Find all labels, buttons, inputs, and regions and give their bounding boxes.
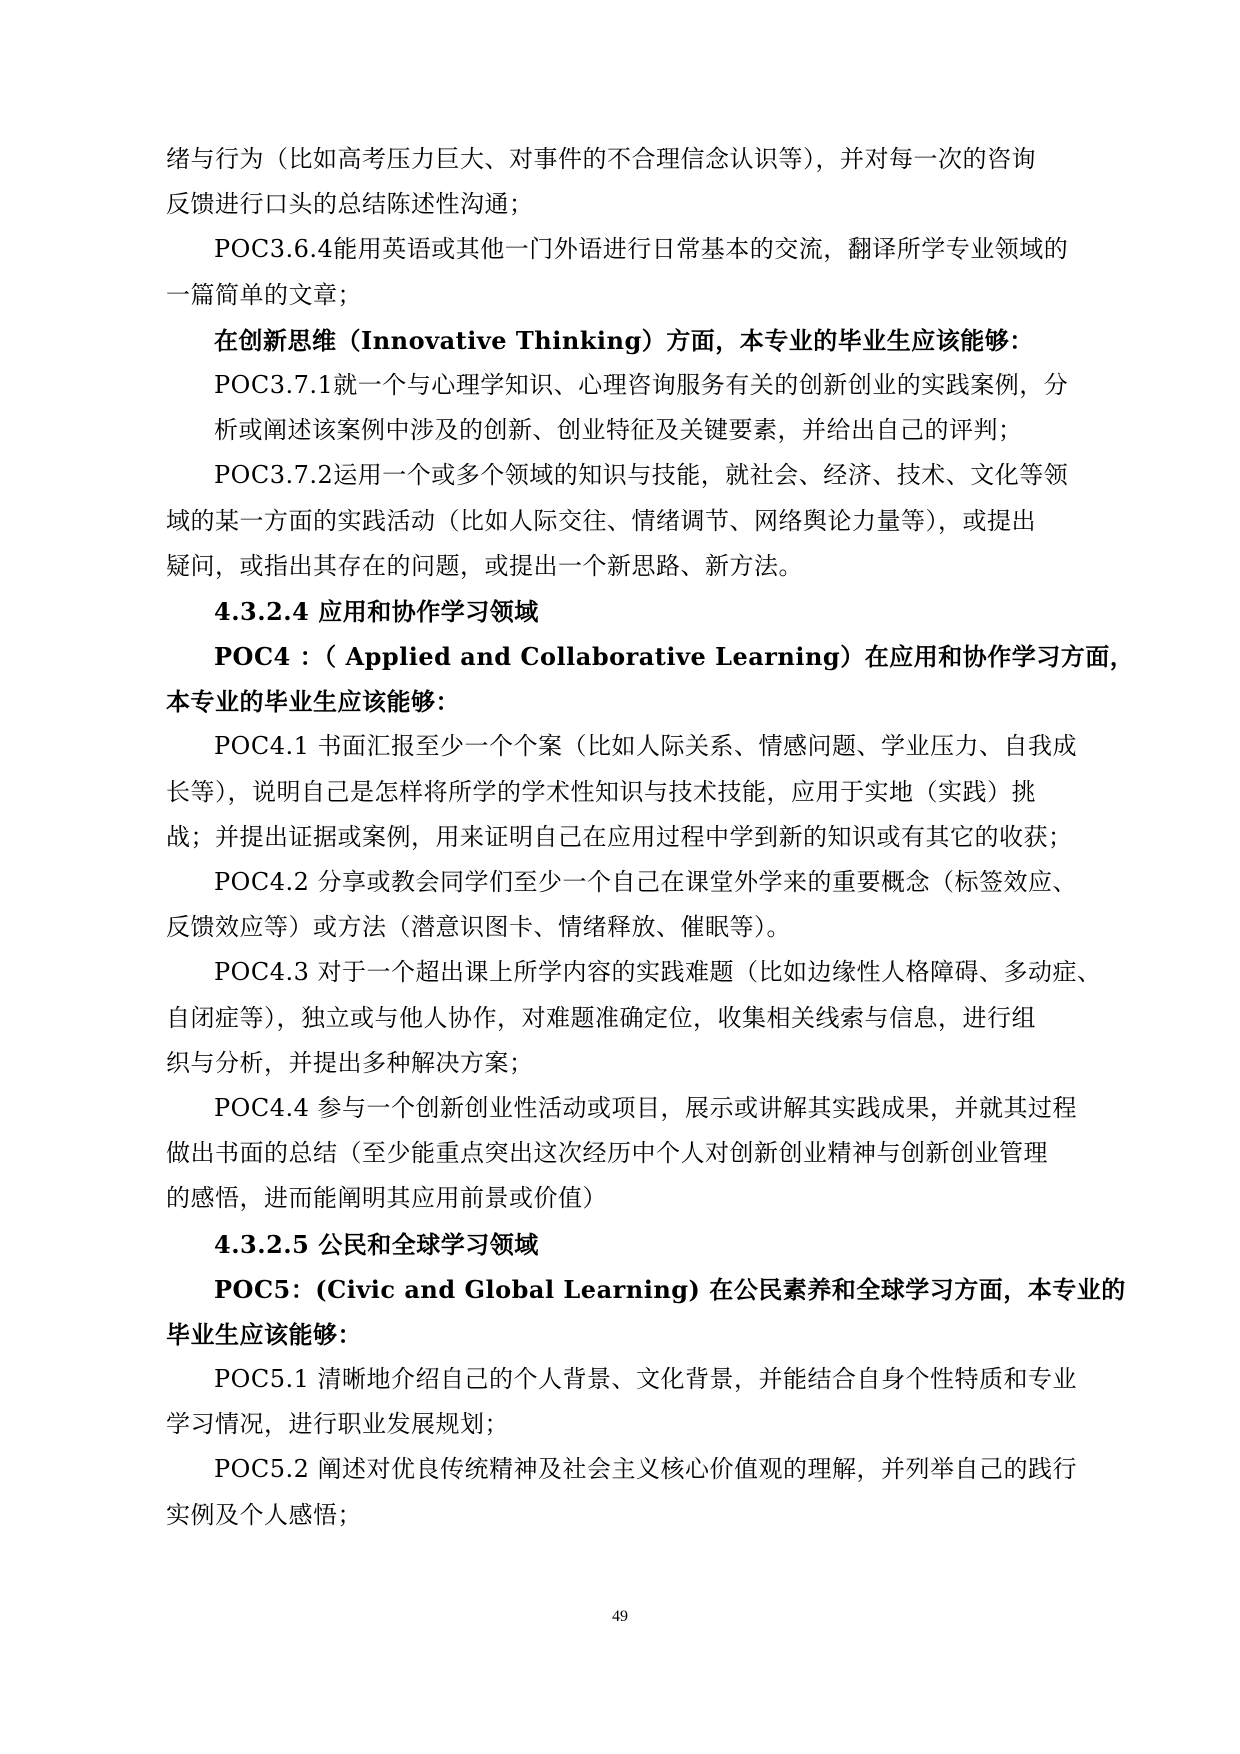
section-lead: POC4 ：（ Applied and Collaborative Learning）在应用和协作学习方面， — [214, 642, 1135, 672]
text-line: POC3.6.4能用英语或其他一门外语进行日常基本的交流，翻译所学专业领域的 — [214, 235, 1069, 264]
section-heading: 4.3.2.5 公民和全球学习领域 — [214, 1229, 539, 1259]
text-line: 实例及个人感悟； — [166, 1500, 362, 1529]
section-lead: 在创新思维（Innovative Thinking）方面，本专业的毕业生应该能够： — [214, 325, 1034, 355]
text-line: 的感悟，进而能阐明其应用前景或价值） — [166, 1184, 607, 1213]
section-heading: 4.3.2.4 应用和协作学习领域 — [214, 596, 539, 626]
text-line: POC4.3 对于一个超出课上所学内容的实践难题（比如边缘性人格障碍、多动症、 — [214, 958, 1102, 987]
text-line: 一篇简单的文章； — [166, 280, 362, 309]
body-text — [166, 137, 1135, 1538]
text-line: 做出书面的总结（至少能重点突出这次经历中个人对创新创业精神与创新创业管理 — [166, 1139, 1048, 1168]
text-line: 反馈进行口头的总结陈述性沟通； — [166, 190, 534, 219]
text-line: POC4.1 书面汇报至少一个个案（比如人际关系、情感问题、学业压力、自我成 — [214, 732, 1077, 761]
text-line: POC4.4 参与一个创新创业性活动或项目，展示或讲解其实践成果，并就其过程 — [214, 1093, 1077, 1122]
section-lead: POC5：(Civic and Global Learning) 在公民素养和全球学习方面，本专业的 — [214, 1274, 1126, 1304]
text-line: POC4.2 分享或教会同学们至少一个自己在课堂外学来的重要概念（标签效应、 — [214, 868, 1077, 896]
text-line: 析或阐述该案例中涉及的创新、创业特征及关键要素，并给出自己的评判； — [214, 416, 1023, 445]
text-line: 织与分析，并提出多种解决方案； — [166, 1048, 534, 1077]
section-lead: 本专业的毕业生应该能够： — [166, 687, 460, 717]
text-line: 长等），说明自己是怎样将所学的学术性知识与技术技能，应用于实地（实践）挑 — [166, 777, 1036, 806]
page-number: 49 — [612, 1608, 628, 1625]
text-line: 学习情况，进行职业发展规划； — [166, 1410, 509, 1439]
text-line: 战；并提出证据或案例，用来证明自己在应用过程中学到新的知识或有其它的收获； — [166, 822, 1073, 851]
text-line: 域的某一方面的实践活动（比如人际交往、情绪调节、网络舆论力量等），或提出 — [166, 506, 1036, 535]
text-line: 绪与行为（比如高考压力巨大、对事件的不合理信念认识等），并对每一次的咨询 — [166, 145, 1036, 173]
section-lead: 毕业生应该能够： — [166, 1319, 362, 1349]
text-line: 自闭症等），独立或与他人协作，对难题准确定位，收集相关线索与信息，进行组 — [166, 1003, 1036, 1032]
text-line: POC5.1 清晰地介绍自己的个人背景、文化背景，并能结合自身个性特质和专业 — [214, 1365, 1077, 1394]
text-line: 疑问，或指出其存在的问题，或提出一个新思路、新方法。 — [166, 551, 803, 580]
text-line: 反馈效应等）或方法（潜意识图卡、情绪释放、催眠等）。 — [166, 913, 791, 942]
text-line: POC5.2 阐述对优良传统精神及社会主义核心价值观的理解，并列举自己的践行 — [214, 1455, 1077, 1484]
text-line: POC3.7.2运用一个或多个领域的知识与技能，就社会、经济、技术、文化等领 — [214, 461, 1069, 490]
text-line: POC3.7.1就一个与心理学知识、心理咨询服务有关的创新创业的实践案例，分 — [214, 370, 1069, 399]
